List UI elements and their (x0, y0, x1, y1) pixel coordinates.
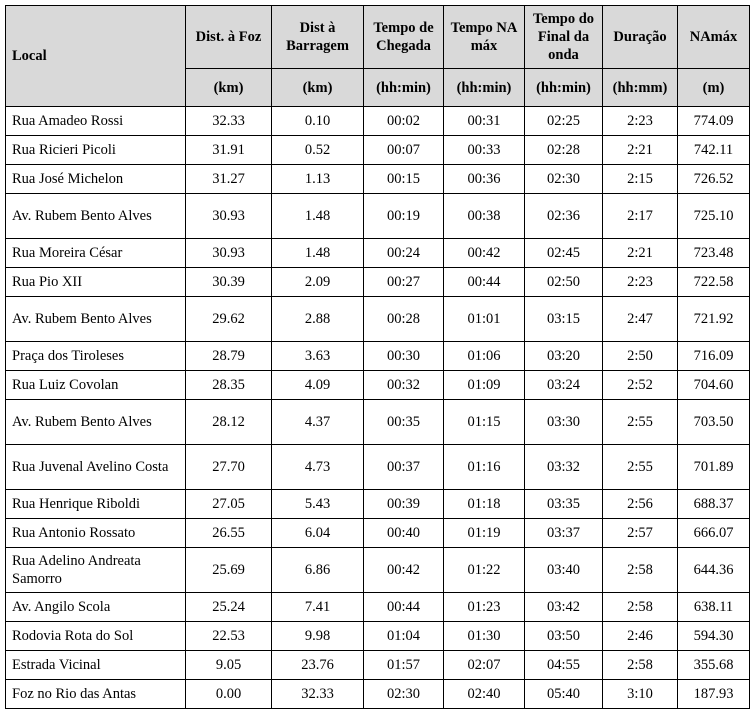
table-row (6, 519, 750, 548)
cell-dist-foz: 28.12 (186, 400, 272, 445)
header-dist-foz: Dist. à Foz (186, 6, 272, 69)
cell-tempo-na-max: 01:16 (444, 445, 525, 490)
cell-duracao: 2:57 (603, 519, 678, 548)
cell-tempo-na-max: 00:44 (444, 268, 525, 297)
cell-tempo-chegada: 00:02 (364, 107, 444, 136)
table-row (6, 548, 750, 593)
cell-namax: 355.68 (678, 651, 750, 680)
cell-tempo-chegada: 01:04 (364, 622, 444, 651)
cell-local: Rua José Michelon (6, 165, 186, 194)
cell-local: Av. Rubem Bento Alves (6, 400, 186, 445)
cell-duracao: 2:17 (603, 194, 678, 239)
cell-local: Praça dos Tiroleses (6, 342, 186, 371)
cell-dist-foz: 0.00 (186, 680, 272, 709)
cell-local: Rua Henrique Riboldi (6, 490, 186, 519)
cell-tempo-chegada: 00:44 (364, 593, 444, 622)
table-row (6, 371, 750, 400)
cell-duracao: 2:55 (603, 400, 678, 445)
cell-tempo-na-max: 01:06 (444, 342, 525, 371)
cell-tempo-na-max: 00:38 (444, 194, 525, 239)
cell-namax: 716.09 (678, 342, 750, 371)
cell-tempo-chegada: 01:57 (364, 651, 444, 680)
unit-dist-foz: (km) (186, 69, 272, 107)
cell-dist-foz: 22.53 (186, 622, 272, 651)
cell-tempo-chegada: 00:42 (364, 548, 444, 593)
cell-local: Rua Juvenal Avelino Costa (6, 445, 186, 490)
cell-dist-foz: 31.27 (186, 165, 272, 194)
cell-duracao: 2:15 (603, 165, 678, 194)
cell-dist-foz: 9.05 (186, 651, 272, 680)
cell-namax: 701.89 (678, 445, 750, 490)
table-row (6, 165, 750, 194)
cell-tempo-na-max: 01:22 (444, 548, 525, 593)
cell-duracao: 3:10 (603, 680, 678, 709)
cell-dist-barragem: 0.10 (272, 107, 364, 136)
cell-tempo-chegada: 00:30 (364, 342, 444, 371)
cell-local: Av. Rubem Bento Alves (6, 297, 186, 342)
cell-duracao: 2:55 (603, 445, 678, 490)
table-row (6, 136, 750, 165)
cell-duracao: 2:46 (603, 622, 678, 651)
cell-tempo-final: 02:30 (525, 165, 603, 194)
cell-tempo-na-max: 00:36 (444, 165, 525, 194)
header-tempo-final: Tempo do Final da onda (525, 6, 603, 69)
cell-dist-foz: 30.93 (186, 194, 272, 239)
cell-tempo-na-max: 01:19 (444, 519, 525, 548)
cell-local: Rua Pio XII (6, 268, 186, 297)
cell-dist-barragem: 32.33 (272, 680, 364, 709)
cell-dist-barragem: 7.41 (272, 593, 364, 622)
cell-tempo-chegada: 00:37 (364, 445, 444, 490)
unit-tempo-na-max: (hh:min) (444, 69, 525, 107)
cell-dist-barragem: 1.48 (272, 194, 364, 239)
cell-dist-foz: 25.24 (186, 593, 272, 622)
cell-duracao: 2:23 (603, 268, 678, 297)
cell-dist-foz: 30.93 (186, 239, 272, 268)
cell-namax: 638.11 (678, 593, 750, 622)
cell-namax: 721.92 (678, 297, 750, 342)
cell-duracao: 2:50 (603, 342, 678, 371)
cell-namax: 726.52 (678, 165, 750, 194)
header-local: Local (6, 6, 186, 107)
cell-tempo-final: 02:50 (525, 268, 603, 297)
cell-dist-barragem: 23.76 (272, 651, 364, 680)
cell-tempo-na-max: 01:09 (444, 371, 525, 400)
table-body (6, 107, 750, 709)
cell-local: Rua Ricieri Picoli (6, 136, 186, 165)
cell-dist-foz: 30.39 (186, 268, 272, 297)
cell-duracao: 2:21 (603, 239, 678, 268)
cell-tempo-chegada: 00:40 (364, 519, 444, 548)
cell-dist-barragem: 2.09 (272, 268, 364, 297)
cell-namax: 704.60 (678, 371, 750, 400)
cell-dist-barragem: 4.73 (272, 445, 364, 490)
cell-dist-foz: 27.70 (186, 445, 272, 490)
cell-namax: 774.09 (678, 107, 750, 136)
cell-tempo-final: 03:20 (525, 342, 603, 371)
document-page (5, 5, 749, 709)
cell-duracao: 2:56 (603, 490, 678, 519)
table-row (6, 490, 750, 519)
cell-tempo-final: 04:55 (525, 651, 603, 680)
cell-namax: 725.10 (678, 194, 750, 239)
cell-namax: 644.36 (678, 548, 750, 593)
cell-namax: 594.30 (678, 622, 750, 651)
cell-tempo-na-max: 01:30 (444, 622, 525, 651)
cell-local: Rua Luiz Covolan (6, 371, 186, 400)
header-duracao: Duração (603, 6, 678, 69)
cell-tempo-final: 05:40 (525, 680, 603, 709)
table-row (6, 651, 750, 680)
cell-local: Av. Angilo Scola (6, 593, 186, 622)
cell-local: Rua Antonio Rossato (6, 519, 186, 548)
cell-tempo-na-max: 01:18 (444, 490, 525, 519)
table-row (6, 622, 750, 651)
cell-tempo-chegada: 00:24 (364, 239, 444, 268)
cell-tempo-final: 03:50 (525, 622, 603, 651)
cell-tempo-final: 03:32 (525, 445, 603, 490)
unit-duracao: (hh:mm) (603, 69, 678, 107)
cell-dist-barragem: 4.37 (272, 400, 364, 445)
table-row (6, 239, 750, 268)
cell-dist-barragem: 0.52 (272, 136, 364, 165)
cell-tempo-na-max: 01:01 (444, 297, 525, 342)
cell-namax: 722.58 (678, 268, 750, 297)
cell-tempo-chegada: 00:32 (364, 371, 444, 400)
cell-namax: 742.11 (678, 136, 750, 165)
cell-tempo-final: 03:37 (525, 519, 603, 548)
cell-namax: 666.07 (678, 519, 750, 548)
table-row (6, 268, 750, 297)
cell-dist-barragem: 9.98 (272, 622, 364, 651)
table-row (6, 593, 750, 622)
cell-dist-barragem: 6.04 (272, 519, 364, 548)
cell-dist-barragem: 1.48 (272, 239, 364, 268)
table-row (6, 107, 750, 136)
cell-dist-foz: 25.69 (186, 548, 272, 593)
unit-tempo-final: (hh:min) (525, 69, 603, 107)
table-row (6, 680, 750, 709)
cell-dist-barragem: 1.13 (272, 165, 364, 194)
cell-local: Av. Rubem Bento Alves (6, 194, 186, 239)
cell-dist-foz: 28.35 (186, 371, 272, 400)
cell-tempo-na-max: 00:42 (444, 239, 525, 268)
table-row (6, 400, 750, 445)
cell-duracao: 2:52 (603, 371, 678, 400)
cell-dist-barragem: 6.86 (272, 548, 364, 593)
cell-dist-foz: 29.62 (186, 297, 272, 342)
unit-dist-barragem: (km) (272, 69, 364, 107)
header-namax: NAmáx (678, 6, 750, 69)
cell-namax: 187.93 (678, 680, 750, 709)
cell-tempo-na-max: 01:15 (444, 400, 525, 445)
table-row (6, 194, 750, 239)
cell-tempo-na-max: 00:33 (444, 136, 525, 165)
cell-dist-barragem: 4.09 (272, 371, 364, 400)
cell-tempo-chegada: 00:15 (364, 165, 444, 194)
header-tempo-na-max: Tempo NA máx (444, 6, 525, 69)
cell-tempo-na-max: 00:31 (444, 107, 525, 136)
cell-tempo-na-max: 02:40 (444, 680, 525, 709)
table-row (6, 445, 750, 490)
unit-tempo-chegada: (hh:min) (364, 69, 444, 107)
cell-tempo-final: 03:24 (525, 371, 603, 400)
cell-duracao: 2:21 (603, 136, 678, 165)
cell-dist-foz: 28.79 (186, 342, 272, 371)
cell-local: Rodovia Rota do Sol (6, 622, 186, 651)
flood-wave-table (5, 5, 750, 709)
cell-dist-foz: 26.55 (186, 519, 272, 548)
cell-duracao: 2:23 (603, 107, 678, 136)
cell-local: Rua Adelino Andreata Samorro (6, 548, 186, 593)
cell-tempo-final: 02:28 (525, 136, 603, 165)
cell-local: Foz no Rio das Antas (6, 680, 186, 709)
cell-local: Rua Moreira César (6, 239, 186, 268)
cell-tempo-na-max: 01:23 (444, 593, 525, 622)
cell-tempo-chegada: 00:35 (364, 400, 444, 445)
table-row (6, 342, 750, 371)
cell-duracao: 2:58 (603, 593, 678, 622)
cell-tempo-final: 02:36 (525, 194, 603, 239)
cell-duracao: 2:58 (603, 651, 678, 680)
cell-dist-barragem: 5.43 (272, 490, 364, 519)
cell-tempo-final: 03:15 (525, 297, 603, 342)
cell-tempo-final: 03:42 (525, 593, 603, 622)
cell-duracao: 2:47 (603, 297, 678, 342)
cell-tempo-chegada: 00:28 (364, 297, 444, 342)
cell-tempo-final: 03:40 (525, 548, 603, 593)
cell-tempo-chegada: 00:27 (364, 268, 444, 297)
cell-tempo-chegada: 00:19 (364, 194, 444, 239)
header-tempo-chegada: Tempo de Chegada (364, 6, 444, 69)
cell-namax: 703.50 (678, 400, 750, 445)
cell-local: Rua Amadeo Rossi (6, 107, 186, 136)
cell-dist-barragem: 3.63 (272, 342, 364, 371)
cell-tempo-final: 02:25 (525, 107, 603, 136)
cell-dist-foz: 32.33 (186, 107, 272, 136)
cell-tempo-chegada: 00:39 (364, 490, 444, 519)
cell-dist-foz: 27.05 (186, 490, 272, 519)
table-header (6, 6, 750, 107)
cell-local: Estrada Vicinal (6, 651, 186, 680)
cell-dist-foz: 31.91 (186, 136, 272, 165)
cell-namax: 688.37 (678, 490, 750, 519)
cell-tempo-final: 03:35 (525, 490, 603, 519)
cell-tempo-final: 02:45 (525, 239, 603, 268)
unit-namax: (m) (678, 69, 750, 107)
cell-tempo-final: 03:30 (525, 400, 603, 445)
cell-tempo-chegada: 02:30 (364, 680, 444, 709)
table-row (6, 297, 750, 342)
cell-namax: 723.48 (678, 239, 750, 268)
cell-dist-barragem: 2.88 (272, 297, 364, 342)
cell-duracao: 2:58 (603, 548, 678, 593)
cell-tempo-na-max: 02:07 (444, 651, 525, 680)
header-dist-barragem: Dist à Barragem (272, 6, 364, 69)
cell-tempo-chegada: 00:07 (364, 136, 444, 165)
